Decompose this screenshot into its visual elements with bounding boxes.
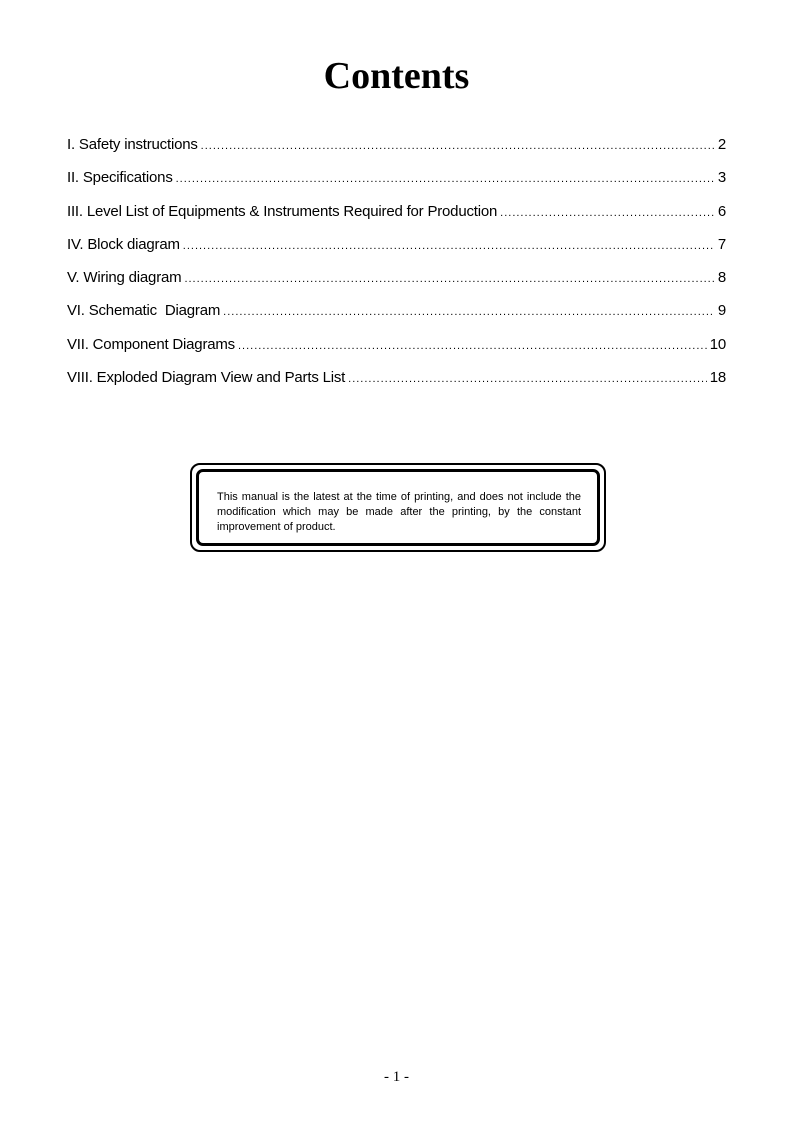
toc-entry-page: 9 — [717, 302, 726, 320]
toc-entry-level-list[interactable] — [67, 202, 726, 235]
toc-entry-label: IV. Block diagram — [67, 235, 180, 253]
toc-entry-label: VI. Schematic Diagram — [67, 302, 221, 320]
toc-entry-label: III. Level List of Equipments & Instruments Required for Production — [67, 202, 498, 220]
toc-entry-label: V. Wiring diagram — [67, 269, 182, 287]
toc-entry-component-diagrams[interactable] — [67, 335, 726, 368]
page-number: - 1 - — [384, 1069, 409, 1085]
toc-dot-leader — [201, 136, 715, 156]
toc-entry-block-diagram[interactable] — [67, 235, 726, 268]
toc-entry-specifications[interactable] — [67, 168, 726, 201]
toc-dot-leader — [238, 336, 707, 356]
toc-entry-page: 7 — [717, 235, 726, 253]
page-title: Contents — [323, 55, 470, 97]
toc-entry-page: 2 — [717, 136, 726, 153]
toc-entry-label: VII. Component Diagrams — [67, 335, 235, 353]
toc-entry-label: II. Specifications — [67, 169, 173, 187]
toc-dot-leader — [500, 203, 715, 223]
toc-dot-leader — [348, 369, 707, 389]
toc-entry-page: 10 — [709, 335, 726, 353]
toc-entry-safety-instructions[interactable] — [67, 135, 726, 168]
toc-entry-page: 3 — [717, 169, 726, 187]
toc-dot-leader — [223, 302, 715, 322]
notice-box-inner-border — [196, 469, 600, 546]
toc-entry-exploded-diagram[interactable] — [67, 368, 726, 401]
toc-dot-leader — [176, 169, 715, 189]
toc-entry-schematic-diagram[interactable] — [67, 301, 726, 334]
notice-text: This manual is the latest at the time of printing, and does not include the modification which may be made after the printing, by the constant improvement of product. — [217, 491, 581, 533]
toc-entry-label: VIII. Exploded Diagram View and Parts List — [67, 369, 346, 387]
notice-box — [190, 463, 606, 552]
toc-entry-wiring-diagram[interactable] — [67, 268, 726, 301]
toc-entry-page: 6 — [717, 202, 726, 220]
toc-entry-page: 18 — [709, 369, 726, 387]
table-of-contents — [67, 135, 726, 401]
toc-dot-leader — [183, 236, 715, 256]
toc-entry-page: 8 — [717, 269, 726, 287]
toc-entry-label: I. Safety instructions — [67, 136, 198, 153]
toc-dot-leader — [184, 269, 714, 289]
